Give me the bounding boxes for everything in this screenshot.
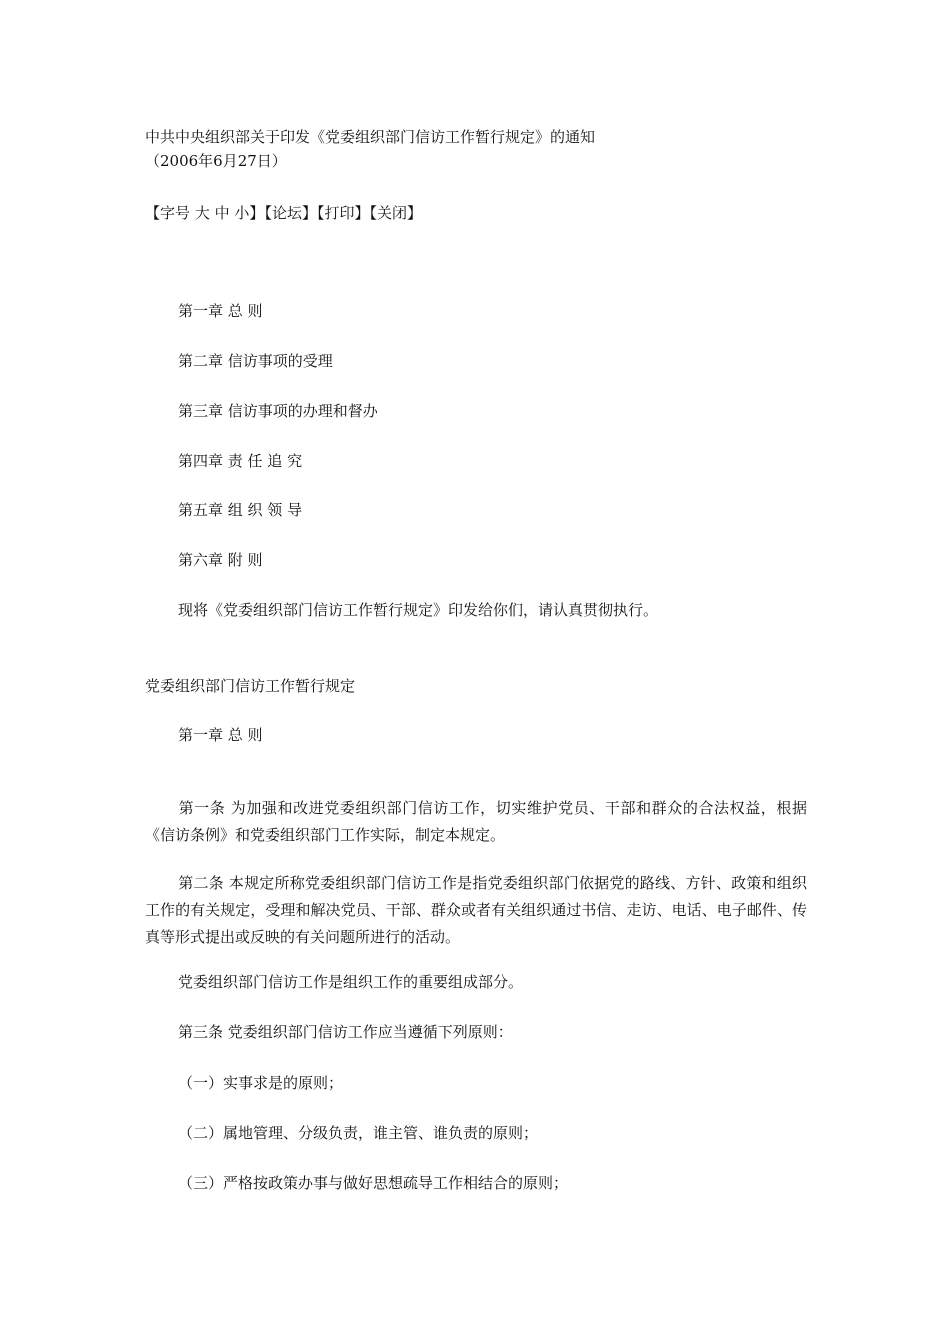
page-title: 中共中央组织部关于印发《党委组织部门信访工作暂行规定》的通知 [145, 128, 596, 146]
font-medium-link[interactable]: 中 [214, 204, 230, 222]
publish-date: （2006年6月27日） [145, 152, 287, 170]
bracket-close: 】 [249, 204, 265, 222]
toc-item-chapter1: 第一章 总 则 [178, 302, 263, 320]
notice-text: 现将《党委组织部门信访工作暂行规定》印发给你们，请认真贯彻执行。 [178, 601, 659, 619]
regulation-title: 党委组织部门信访工作暂行规定 [145, 677, 356, 695]
toc-item-chapter4: 第四章 责 任 追 究 [178, 452, 303, 470]
toc-item-chapter5: 第五章 组 织 领 导 [178, 501, 303, 519]
print-link[interactable]: 【打印】 [316, 204, 370, 222]
article-1-text: 第一条 为加强和改进党委组织部门信访工作，切实维护党员、干部和群众的合法权益，根据《信访条例》和党委组织部门工作实际，制定本规定。 [145, 799, 807, 844]
font-small-link[interactable]: 小 [234, 204, 250, 222]
principle-2: （二）属地管理、分级负责，谁主管、谁负责的原则； [178, 1124, 539, 1142]
bracket-open: 【 [145, 204, 161, 222]
article-1 [145, 795, 807, 849]
article-2-text: 第二条 本规定所称党委组织部门信访工作是指党委组织部门依据党的路线、方针、政策和组织工作的有关规定，受理和解决党员、干部、群众或者有关组织通过书信、走访、电话、电子邮件、传真等形式提出或反映的有关问题所进行的活动。 [145, 874, 807, 946]
toc-item-chapter3: 第三章 信访事项的办理和督办 [178, 402, 378, 420]
principle-3: （三）严格按政策办事与做好思想疏导工作相结合的原则； [178, 1174, 569, 1192]
principle-1: （一）实事求是的原则； [178, 1074, 344, 1092]
chapter-heading: 第一章 总 则 [178, 726, 263, 744]
font-size-label: 字号 [160, 204, 191, 222]
toc-item-chapter2: 第二章 信访事项的受理 [178, 352, 333, 370]
toc-item-chapter6: 第六章 附 则 [178, 551, 263, 569]
article-2 [145, 870, 807, 951]
forum-link[interactable]: 【论坛】 [264, 204, 317, 222]
article-3: 第三条 党委组织部门信访工作应当遵循下列原则： [178, 1023, 513, 1041]
font-large-link[interactable]: 大 [194, 204, 210, 222]
article-2-continuation: 党委组织部门信访工作是组织工作的重要组成部分。 [178, 973, 524, 991]
toolbar [145, 202, 422, 224]
close-link[interactable]: 【关闭】 [369, 204, 422, 222]
